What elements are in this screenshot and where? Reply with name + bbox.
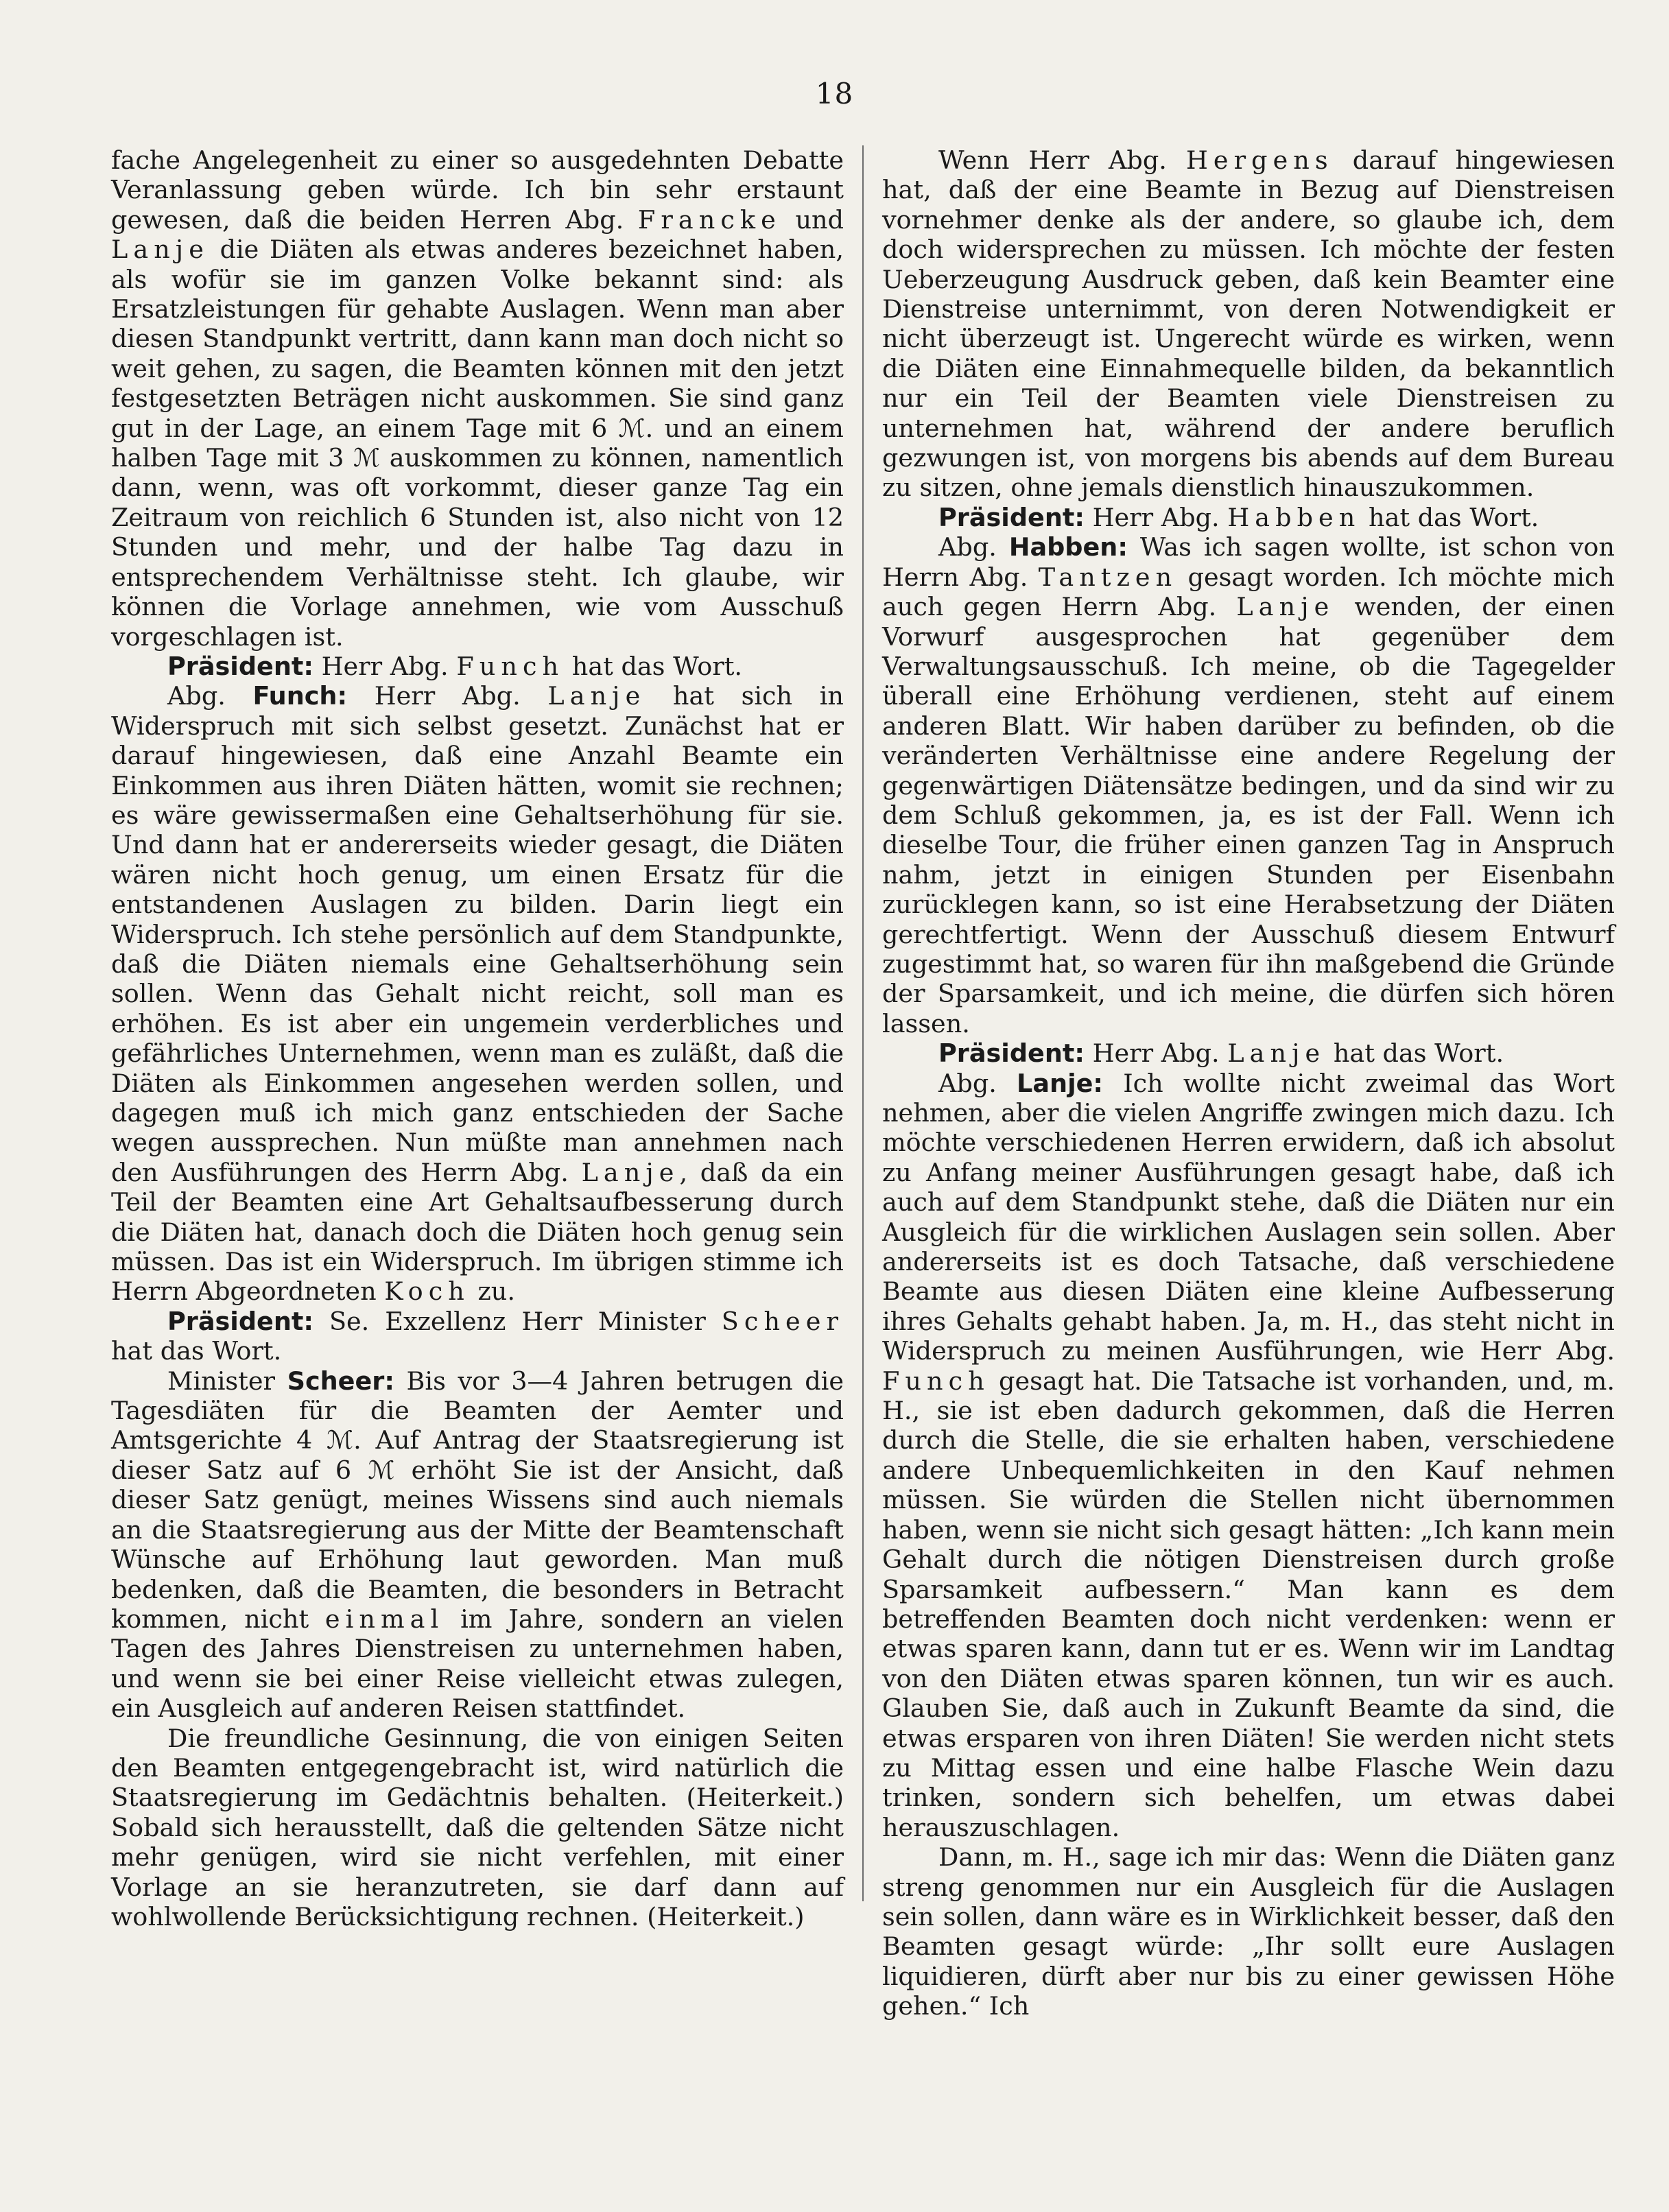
column-divider [862, 145, 864, 1901]
speaker-label: Präsident: [938, 1038, 1085, 1069]
paragraph: Abg. Lanje: Ich wollte nicht zweimal das Wort nehmen, aber die vielen Angriffe zwingen mich dazu. Ich möchte verschiedenen Herren erwidern, daß ich absolut zu Anfang meiner Ausführungen gesagt habe, daß ich auch auf dem Standpunkt stehe, daß die Diäten nur ein Ausgleich für die wirklichen Auslagen sein sollen. Aber andererseits ist es doch Tatsache, daß verschiedene Beamte aus diesen Diäten eine kleine Aufbesserung ihres Gehalts gehabt haben. Ja, m. H., das steht nicht in Widerspruch zu meinen Ausführungen, wie Herr Abg. Funch gesagt hat. Die Tatsache ist vorhanden, und, m. H., sie ist eben dadurch gekommen, daß die Herren durch die Stelle, die sie erhalten haben, verschiedene andere Unbequemlichkeiten in den Kauf nehmen müssen. Sie würden die Stellen nicht übernommen haben, wenn sie nicht sich gesagt hätten: „Ich kann mein Gehalt durch die nötigen Dienstreisen durch große Sparsamkeit aufbessern.“ Man kann es dem betreffenden Beamten doch nicht verdenken: wenn er etwas sparen kann, dann tut er es. Wenn wir im Landtag von den Diäten etwas sparen können, tun wir es auch. Glauben Sie, daß auch in Zukunft Beamte da sind, die etwas ersparen von ihren Diäten! Sie werden nicht stets zu Mittag essen und eine halbe Flasche Wein dazu trinken, sondern sich behelfen, um etwas dabei herauszuschlagen. [882, 1068, 1615, 1842]
paragraph: Präsident: Herr Abg. Lanje hat das Wort. [938, 1038, 1504, 1069]
emphasis: einmal [324, 1604, 445, 1634]
speaker-name: Koch [384, 1276, 470, 1307]
speaker-name: Lanje [581, 1157, 680, 1187]
paragraph: Präsident: Herr Abg. Funch hat das Wort. [167, 651, 743, 681]
speaker-label: Lanje: [1017, 1068, 1104, 1098]
speaker-label: Präsident: [167, 1306, 313, 1336]
speaker-name: Funch [456, 651, 565, 681]
speaker-name: Funch [882, 1366, 990, 1396]
paragraph: Präsident: Se. Exzellenz Herr Minister Scheer hat das Wort. [111, 1306, 844, 1366]
paragraph: Präsident: Herr Abg. Habben hat das Wort. [938, 502, 1539, 532]
page-number: 18 [815, 77, 854, 110]
speaker-label: Präsident: [167, 651, 313, 681]
speaker-label: Funch: [252, 681, 348, 711]
speaker-name: Scheer [721, 1306, 844, 1336]
paragraph: Wenn Herr Abg. Hergens darauf hingewiesen hat, daß der eine Beamte in Bezug auf Dienstreisen vornehmer denke als der andere, so glaube ich, dem doch widersprechen zu müssen. Ich möchte der festen Ueberzeugung Ausdruck geben, daß kein Beamter eine Dienstreise unternimmt, von deren Notwendigkeit er nicht überzeugt ist. Ungerecht würde es wirken, wenn die Diäten eine Einnahmequelle bilden, da bekanntlich nur ein Teil der Beamten viele Dienstreisen zu unternehmen hat, während der andere beruflich gezwungen ist, von morgens bis abends auf dem Bureau zu sitzen, ohne jemals dienstlich hinauszukommen. [882, 145, 1615, 503]
speaker-name: Habben [1227, 502, 1361, 532]
speaker-name: Hergens [1185, 145, 1334, 175]
speaker-name: Lanje [547, 681, 646, 711]
speaker-label: Präsident: [938, 502, 1085, 532]
speaker-label: Scheer: [287, 1366, 394, 1396]
speaker-label: Habben: [1008, 532, 1128, 562]
paragraph: fache Angelegenheit zu einer so ausgedehnten Debatte Veranlassung geben würde. Ich bin sehr erstaunt gewesen, daß die beiden Herren Abg. Francke und Lanje die Diäten als etwas anderes bezeichnet haben, als wofür sie im ganzen Volke bekannt sind: als Ersatzleistungen für gehabte Auslagen. Wenn man aber diesen Standpunkt vertritt, dann kann man doch nicht so weit gehen, zu sagen, die Beamten können mit den jetzt festgesetzten Beträgen nicht auskommen. Sie sind ganz gut in der Lage, an einem Tage mit 6 ℳ. und an einem halben Tage mit 3 ℳ auskommen zu können, namentlich dann, wenn, was oft vorkommt, dieser ganze Tag ein Zeitraum von reichlich 6 Stunden ist, also nicht von 12 Stunden und mehr, und der halbe Tag dazu in entsprechendem Verhältnisse steht. Ich glaube, wir können die Vorlage annehmen, wie vom Ausschuß vorgeschlagen ist. [111, 145, 844, 652]
paragraph: Abg. Funch: Herr Abg. Lanje hat sich in Widerspruch mit sich selbst gesetzt. Zunächst hat er darauf hingewiesen, daß eine Anzahl Beamte ein Einkommen aus ihren Diäten hätten, womit sie rechnen; es wäre gewissermaßen eine Gehaltserhöhung für sie. Und dann hat er andererseits wieder gesagt, die Diäten wären nicht hoch genug, um einen Ersatz für die entstandenen Auslagen zu bilden. Darin liegt ein Widerspruch. Ich stehe persönlich auf dem Standpunkte, daß die Diäten niemals eine Gehaltserhöhung sein sollen. Wenn das Gehalt nicht reicht, soll man es erhöhen. Es ist aber ein ungemein verderbliches und gefährliches Unternehmen, wenn man es zuläßt, daß die Diäten als Einkommen angesehen werden sollen, und dagegen muß ich mich ganz entschieden der Sache wegen aussprechen. Nun müßte man annehmen nach den Ausführungen des Herrn Abg. Lanje, daß da ein Teil der Beamten eine Art Gehaltsaufbesserung durch die Diäten hat, danach doch die Diäten hoch genug sein müssen. Das ist ein Widerspruch. Im übrigen stimme ich Herrn Abgeordneten Koch zu. [111, 681, 844, 1307]
speaker-name: Lanje [1236, 592, 1335, 622]
paragraph: Dann, m. H., sage ich mir das: Wenn die Diäten ganz streng genommen nur ein Ausgleich für die Auslagen sein sollen, dann wäre es in Wirklichkeit besser, daß den Beamten gesagt würde: „Ihr sollt eure Auslagen liquidieren, dürft aber nur bis zu einer gewissen Höhe gehen.“ Ich [882, 1842, 1615, 2021]
paragraph: Abg. Habben: Was ich sagen wollte, ist schon von Herrn Abg. Tantzen gesagt worden. Ich möchte mich auch gegen Herrn Abg. Lanje wenden, der einen Vorwurf ausgesprochen hat gegenüber dem Verwaltungsausschuß. Ich meine, ob die Tagegelder überall eine Erhöhung verdienen, steht auf einem anderen Blatt. Wir haben darüber zu befinden, ob die veränderten Verhältnisse eine andere Regelung der gegenwärtigen Diätensätze bedingen, und da sind wir zu dem Schluß gekommen, ja, es ist der Fall. Wenn ich dieselbe Tour, die früher einen ganzen Tag in Anspruch nahm, jetzt in einigen Stunden per Eisenbahn zurücklegen kann, so ist eine Herabsetzung der Diäten gerechtfertigt. Wenn der Ausschuß diesem Entwurf zugestimmt hat, so waren für ihn maßgebend die Gründe der Sparsamkeit, und ich meine, die dürfen sich hören lassen. [882, 532, 1615, 1038]
speaker-name: Lanje [111, 235, 209, 265]
speaker-name: Lanje [1227, 1038, 1326, 1069]
left-column [111, 145, 844, 1931]
right-column [882, 145, 1615, 2021]
paragraph: Minister Scheer: Bis vor 3—4 Jahren betrugen die Tagesdiäten für die Beamten der Aemter und Amtsgerichte 4 ℳ. Auf Antrag der Staatsregierung ist dieser Satz auf 6 ℳ erhöht Sie ist der Ansicht, daß dieser Satz genügt, meines Wissens sind auch niemals an die Staatsregierung aus der Mitte der Beamtenschaft Wünsche auf Erhöhung laut geworden. Man muß bedenken, daß die Beamten, die besonders in Betracht kommen, nicht einmal im Jahre, sondern an vielen Tagen des Jahres Dienstreisen zu unternehmen haben, und wenn sie bei einer Reise vielleicht etwas zulegen, ein Ausgleich auf anderen Reisen stattfindet. [111, 1366, 844, 1724]
speaker-name: Tantzen [1038, 562, 1178, 592]
paragraph: Die freundliche Gesinnung, die von einigen Seiten den Beamten entgegengebracht ist, wird natürlich die Staatsregierung im Gedächtnis behalten. (Heiterkeit.) Sobald sich herausstellt, daß die geltenden Sätze nicht mehr genügen, wird sie nicht verfehlen, mit einer Vorlage an sie heranzutreten, sie darf dann auf wohlwollende Berücksichtigung rechnen. (Heiterkeit.) [111, 1723, 844, 1931]
speaker-name: Francke [637, 204, 781, 235]
